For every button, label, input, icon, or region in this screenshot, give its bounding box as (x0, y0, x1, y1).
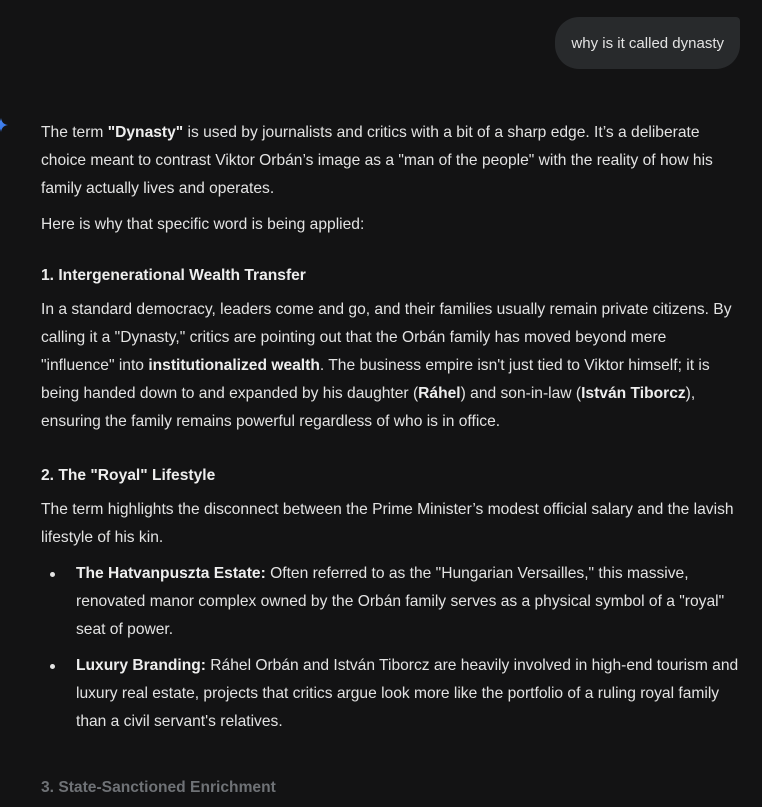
list-item: The Hatvanpuszta Estate: Often referred to as the "Hungarian Versailles," this massive, renovated manor complex owned by the Orbán family serves as a physical symbol of a "royal" seat of power. (41, 560, 741, 644)
list-item: Luxury Branding: Ráhel Orbán and István Tiborcz are heavily involved in high-end tourism and luxury real estate, projects that critics argue look more like the portfolio of a ruling royal family than a civil servant's relatives. (41, 652, 741, 736)
assistant-response (41, 119, 741, 744)
section2-paragraph: The term highlights the disconnect between the Prime Minister’s modest official salary and the lavish lifestyle of his kin. (41, 501, 734, 546)
intro-paragraph: The term "Dynasty" is used by journalists and critics with a bit of a sharp edge. It’s a deliberate choice meant to contrast Viktor Orbán’s image as a "man of the people" with the reality of how his family actually lives and operates. (41, 124, 713, 197)
section-heading-royal-lifestyle: 2. The "Royal" Lifestyle (41, 467, 216, 484)
bullet-dot (50, 664, 55, 669)
lifestyle-bullet-list (41, 560, 741, 736)
user-message-bubble (555, 17, 740, 69)
section-heading-wealth-transfer: 1. Intergenerational Wealth Transfer (41, 267, 306, 284)
user-message-text: why is it called dynasty (571, 34, 724, 52)
dynasty-term: "Dynasty" (107, 124, 184, 141)
bullet-dot (50, 572, 55, 577)
section1-paragraph: In a standard democracy, leaders come and go, and their families usually remain private citizens. By calling it a "Dynasty," critics are pointing out that the Orbán family has moved beyond mere "influence" into institutionalized wealth. The business empire isn't just tied to Viktor himself; it is being handed down to and expanded by his daughter (Ráhel) and son-in-law (István Tiborcz), ensuring the family remains powerful regardless of who is in office. (41, 301, 732, 430)
gemini-spark-icon (0, 118, 8, 132)
lead-paragraph: Here is why that specific word is being applied: (41, 216, 365, 233)
section-heading-enrichment: 3. State-Sanctioned Enrichment (41, 779, 276, 796)
